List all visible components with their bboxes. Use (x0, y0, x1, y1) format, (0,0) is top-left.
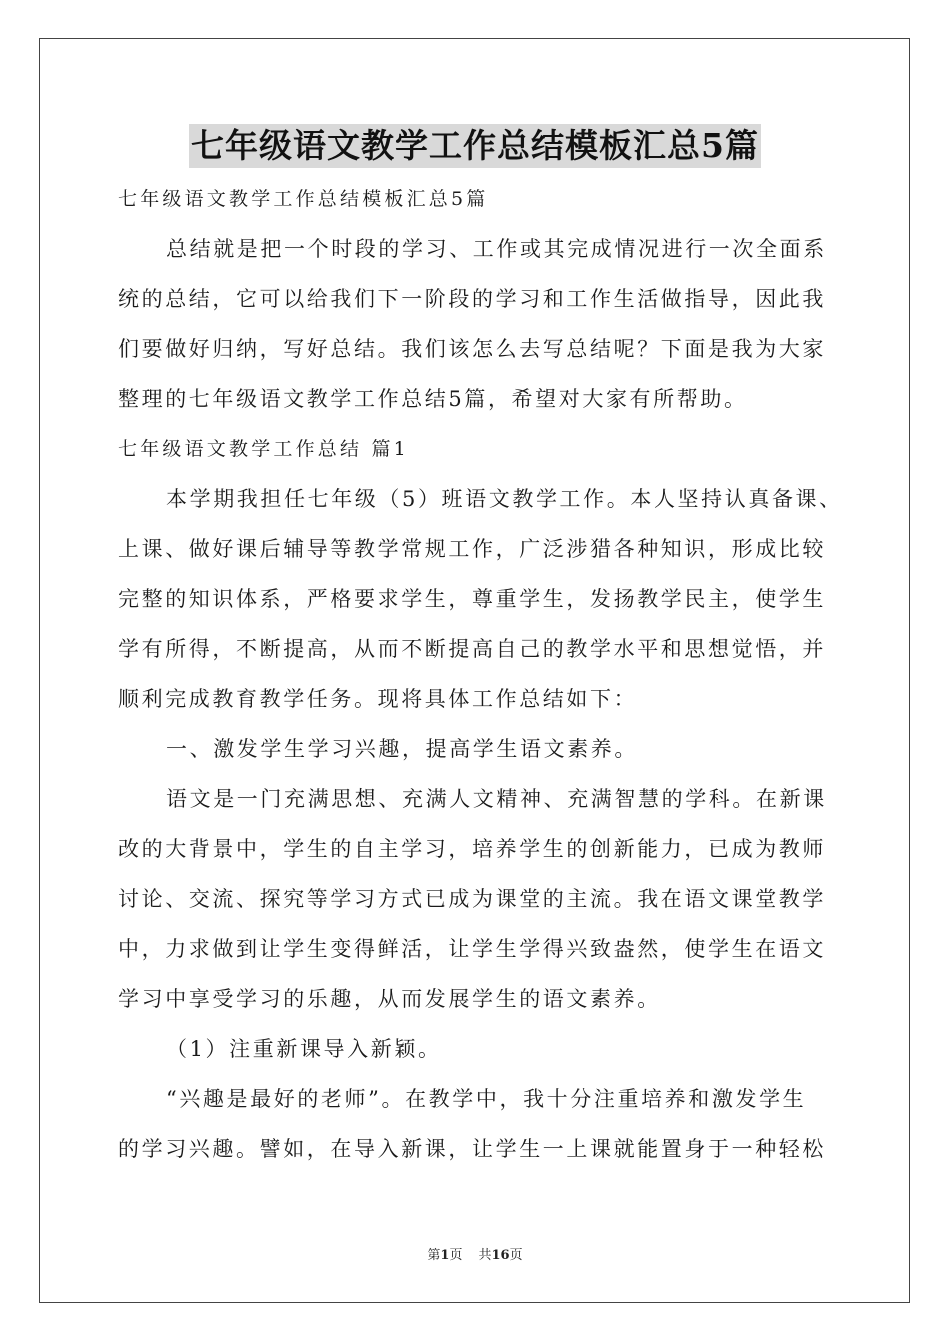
text-line: 讨论、交流、探究等学习方式已成为课堂的主流。我在语文课堂教学 (118, 887, 826, 911)
text-line: 七年级语文教学工作总结 篇1 (118, 438, 409, 460)
text-line: 七年级语文教学工作总结模板汇总5篇 (118, 188, 489, 210)
footer-page-number: 1 (440, 1248, 450, 1263)
text-line: 语文是一门充满思想、充满人文精神、充满智慧的学科。在新课 (166, 787, 827, 811)
footer-prefix: 第 (427, 1248, 441, 1263)
page-footer (0, 1244, 950, 1263)
document-body (118, 174, 843, 1174)
footer-page-suffix: 页 (449, 1248, 463, 1263)
text-line: 中，力求做到让学生变得鲜活，让学生学得兴致盎然，使学生在语文 (118, 937, 826, 961)
text-line: 完整的知识体系，严格要求学生，尊重学生，发扬教学民主，使学生 (118, 587, 826, 611)
text-line: 学有所得，不断提高，从而不断提高自己的教学水平和思想觉悟，并 (118, 637, 826, 661)
footer-total-pages: 16 (491, 1248, 510, 1263)
text-line: 本学期我担任七年级（5）班语文教学工作。本人坚持认真备课、 (166, 487, 843, 511)
footer-total-suffix: 页 (509, 1248, 523, 1263)
text-line: 顺利完成教育教学任务。现将具体工作总结如下： (118, 687, 638, 711)
text-line: 统的总结，它可以给我们下一阶段的学习和工作生活做指导，因此我 (118, 287, 826, 311)
document-title: 七年级语文教学工作总结模板汇总5篇 (189, 124, 761, 168)
text-line: 的学习兴趣。譬如，在导入新课，让学生一上课就能置身于一种轻松 (118, 1137, 826, 1161)
text-line: 上课、做好课后辅导等教学常规工作，广泛涉猎各种知识，形成比较 (118, 537, 826, 561)
text-line: 改的大背景中，学生的自主学习，培养学生的创新能力，已成为教师 (118, 837, 826, 861)
title-wrap (0, 124, 950, 168)
text-line: （1）注重新课导入新颖。 (166, 1037, 442, 1061)
text-line: 总结就是把一个时段的学习、工作或其完成情况进行一次全面系 (166, 237, 827, 261)
text-line: 学习中享受学习的乐趣，从而发展学生的语文素养。 (118, 987, 661, 1011)
text-line: “兴趣是最好的老师”。在教学中，我十分注重培养和激发学生 (166, 1087, 807, 1111)
text-line: 一、激发学生学习兴趣，提高学生语文素养。 (166, 737, 638, 761)
text-line: 们要做好归纳，写好总结。我们该怎么去写总结呢？下面是我为大家 (118, 337, 826, 361)
text-line: 整理的七年级语文教学工作总结5篇，希望对大家有所帮助。 (118, 387, 748, 411)
footer-total-prefix: 共 (478, 1248, 492, 1263)
